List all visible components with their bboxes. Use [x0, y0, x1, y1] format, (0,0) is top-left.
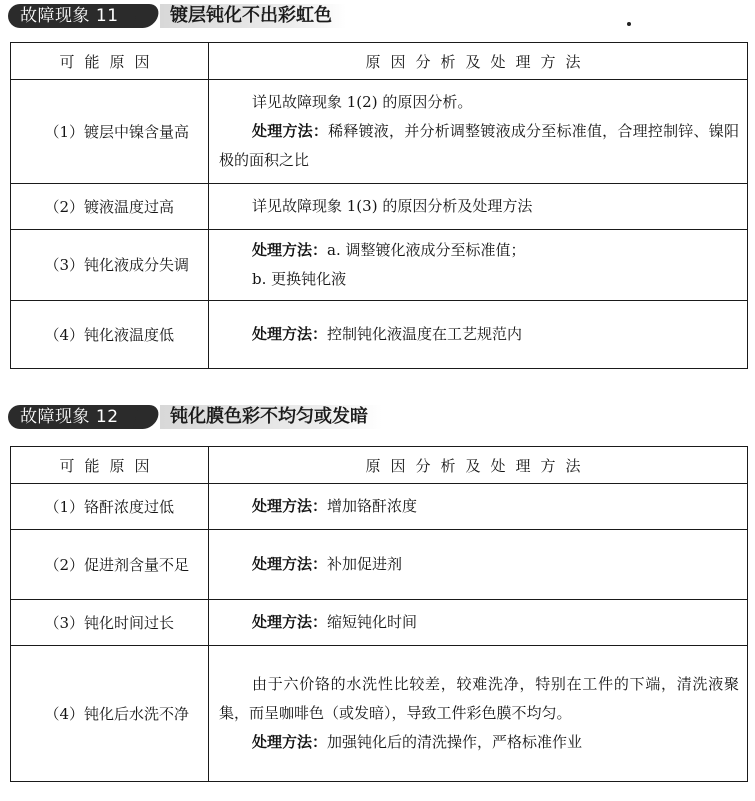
analysis-cell: 处理方法：增加铬酐浓度 — [209, 484, 748, 530]
table-row — [11, 301, 748, 369]
cause-cell: （1）镀层中镍含量高 — [11, 80, 209, 184]
cause-cell: （2）镀液温度过高 — [11, 184, 209, 230]
cause-cell: （3）钝化液成分失调 — [11, 230, 209, 301]
analysis-cell: 处理方法：控制钝化液温度在工艺规范内 — [209, 301, 748, 369]
header-cause: 可能原因 — [11, 447, 209, 484]
fault-table — [10, 446, 748, 782]
fault-title: 镀层钝化不出彩虹色 — [160, 4, 346, 28]
header-analysis: 原因分析及处理方法 — [209, 43, 748, 80]
analysis-cell: 处理方法：a. 调整镀化液成分至标准值； b. 更换钝化液 — [209, 230, 748, 301]
table-row — [11, 530, 748, 600]
cause-cell: （2）促进剂含量不足 — [11, 530, 209, 600]
table-row — [11, 184, 748, 230]
table-header-row — [11, 447, 748, 484]
analysis-cell: 处理方法：补加促进剂 — [209, 530, 748, 600]
table-row — [11, 646, 748, 782]
table-row — [11, 484, 748, 530]
table-row — [11, 80, 748, 184]
table-row — [11, 600, 748, 646]
fault-title: 钝化膜色彩不均匀或发暗 — [160, 405, 382, 429]
cause-cell: （4）钝化液温度低 — [11, 301, 209, 369]
analysis-cell: 详见故障现象 1(3) 的原因分析及处理方法 — [209, 184, 748, 230]
fault-table — [10, 42, 748, 369]
fault-tag: 故障现象 11 — [8, 4, 148, 28]
header-analysis: 原因分析及处理方法 — [209, 447, 748, 484]
section-header — [0, 401, 755, 431]
table-row — [11, 230, 748, 301]
analysis-cell: 由于六价铬的水洗性比较差，较难洗净，特别在工件的下端，清洗液聚集，而呈咖啡色（或发暗），导致工件彩色膜不均匀。 处理方法：加强钝化后的清洗操作，严格标准作业 — [209, 646, 748, 782]
header-cause: 可能原因 — [11, 43, 209, 80]
section-fault-11 — [0, 0, 755, 344]
analysis-cell: 处理方法：缩短钝化时间 — [209, 600, 748, 646]
dot-mark — [627, 22, 631, 26]
cause-cell: （3）钝化时间过长 — [11, 600, 209, 646]
cause-cell: （1）铬酐浓度过低 — [11, 484, 209, 530]
section-header — [0, 0, 755, 30]
fault-tag: 故障现象 12 — [8, 405, 148, 429]
cause-cell: （4）钝化后水洗不净 — [11, 646, 209, 782]
table-header-row — [11, 43, 748, 80]
section-fault-12 — [0, 401, 755, 751]
analysis-cell: 详见故障现象 1(2) 的原因分析。 处理方法：稀释镀液，并分析调整镀液成分至标准值，合理控制锌、镍阳极的面积之比 — [209, 80, 748, 184]
